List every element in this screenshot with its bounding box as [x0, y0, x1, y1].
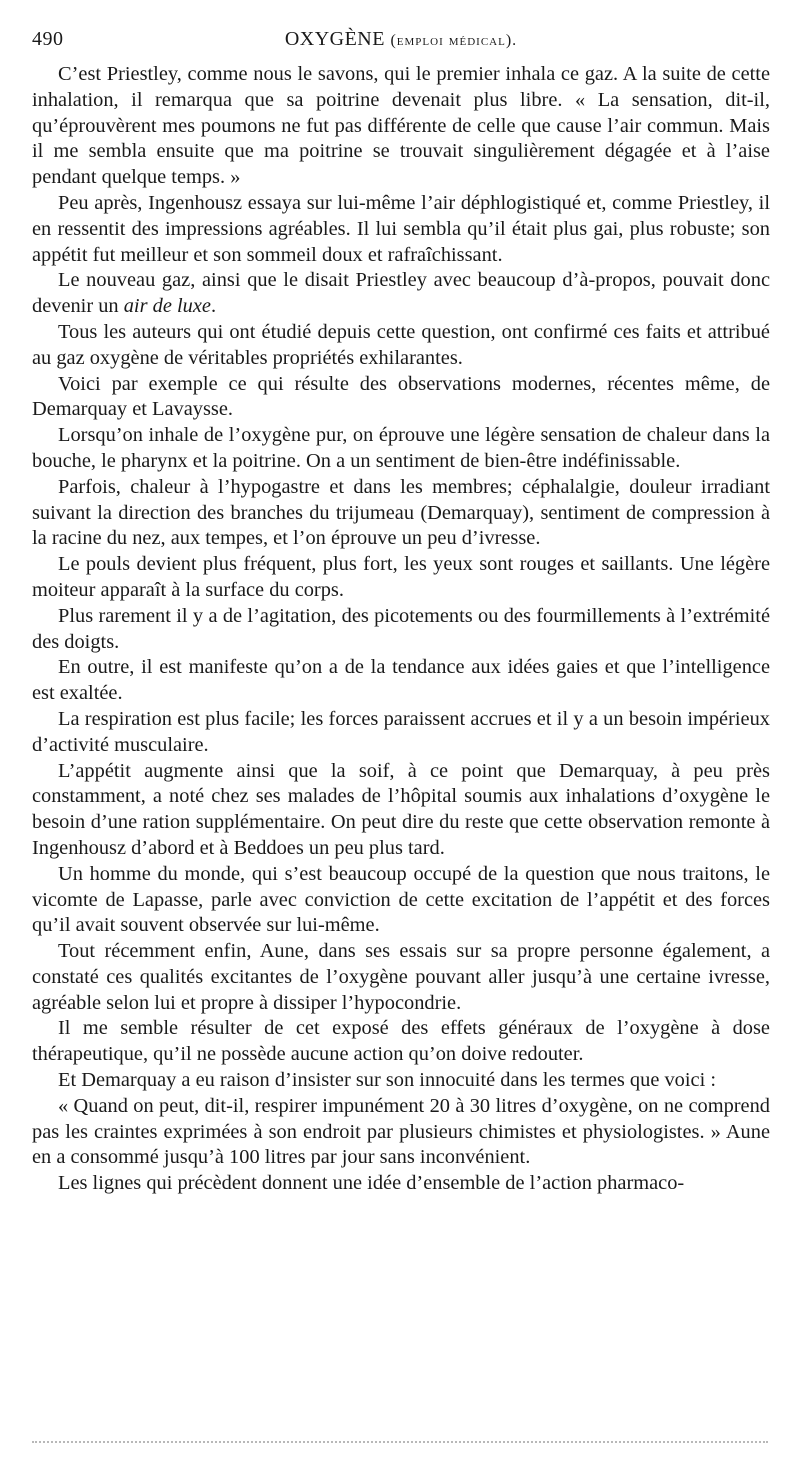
paragraph-priestley: C’est Priestley, comme nous le savons, qui le premier inhala ce gaz. A la suite de cette inhalation, il remarqua que sa poitrine devenait plus libre. « La sensation, dit-il, qu’éprouvèrent mes poumons ne fut pas différente de celle que cause l’air commun. Mais il me sembla ensuite que ma poitrine se trouvait singulièrement dégagée et à l’aise pendant quelque temps. »	[32, 63, 770, 189]
page-number: 490	[32, 28, 64, 50]
paragraph-observations: Voici par exemple ce qui résulte des observations modernes, récentes même, de Demarquay et Lavaysse.	[32, 372, 770, 421]
paragraph-air-de-luxe	[32, 268, 770, 320]
paragraph-auteurs: Tous les auteurs qui ont étudié depuis cette question, ont confirmé ces faits et attribué au gaz oxygène de véritables propriétés exhilarantes.	[32, 320, 770, 369]
paragraph-air-de-luxe-text: Le nouveau gaz, ainsi que le disait Priestley avec beaucoup d’à-propos, pouvait donc devenir un	[32, 269, 770, 318]
paragraph-demarquay: Et Demarquay a eu raison d’insister sur son innocuité dans les termes que voici :	[58, 1069, 716, 1092]
paragraph-citation: « Quand on peut, dit-il, respirer impunément 20 à 30 litres d’oxygène, on ne comprend pas les craintes exprimées à son endroit par plusieurs chimistes et physiologistes. » Aune en a consommé jusqu’à 100 litres par jour sans inconvénient.	[32, 1094, 770, 1169]
paragraph-intelligence: En outre, il est manifeste qu’on a de la tendance aux idées gaies et que l’intelligence est exaltée.	[32, 656, 770, 705]
paragraph-air-de-luxe-end: .	[210, 295, 217, 318]
page	[32, 28, 770, 1197]
paragraph-pouls: Le pouls devient plus fréquent, plus fort, les yeux sont rouges et saillants. Une légère moiteur apparaît à la surface du corps.	[32, 553, 770, 601]
paragraph-conclusion: Les lignes qui précèdent donnent une idée d’ensemble de l’action pharmaco-	[58, 1172, 685, 1195]
footer-rule	[32, 1441, 768, 1443]
paragraph-inhalation: Lorsqu’on inhale de l’oxygène pur, on éprouve une légère sensation de chaleur dans la bouche, le pharynx et la poitrine. On a un sentiment de bien-être indéfinissable.	[32, 424, 770, 472]
paragraph-agitation: Plus rarement il y a de l’agitation, des picotements ou des fourmillements à l’extrémité des doigts.	[32, 604, 770, 653]
paragraph-lapasse: Un homme du monde, qui s’est beaucoup occupé de la question que nous traitons, le vicomte de Lapasse, parle avec conviction de cette excitation de l’appétit et des forces qu’il avait souvent observée sur lui-même.	[32, 862, 770, 937]
paragraph-dose: Il me semble résulter de cet exposé des effets généraux de l’oxygène à dose thérapeutique, qu’il ne possède aucune action qu’on doive redouter.	[32, 1017, 770, 1066]
running-head	[32, 28, 770, 62]
paragraph-respiration: La respiration est plus facile; les forces paraissent accrues et il y a un besoin impérieux d’activité musculaire.	[32, 707, 770, 756]
paragraph-chaleur: Parfois, chaleur à l’hypogastre et dans les membres; céphalalgie, douleur irradiant suivant la direction des branches du trijumeau (Demarquay), sentiment de compression à la racine du nez, aux tempes, et l’on éprouve un peu d’ivresse.	[32, 475, 770, 550]
running-title-subtitle: (emploi médical).	[390, 32, 518, 49]
paragraph-appetit: L’appétit augmente ainsi que la soif, à ce point que Demarquay, à peu près constamment, a noté chez ses malades de l’hôpital soumis aux inhalations d’oxygène le besoin d’une ration supplémentaire. On peut dire du reste que cette observation remonte à Ingenhousz d’abord et à Beddoes un peu plus tard.	[32, 759, 770, 859]
running-title-main: OXYGÈNE	[284, 28, 385, 50]
paragraph-ingenhousz: Peu après, Ingenhousz essaya sur lui-même l’air déphlogistiqué et, comme Priestley, il en ressentit des impressions agréables. Il lui sembla qu’il était plus gai, plus robuste; son appétit fut meilleur et son sommeil doux et rafraîchissant.	[32, 191, 770, 266]
running-title	[32, 28, 770, 51]
paragraph-aune: Tout récemment enfin, Aune, dans ses essais sur sa propre personne également, a constaté ces qualités excitantes de l’oxygène pouvant aller jusqu’à une certaine ivresse, agréable selon lui et propre à dissiper l’hypocondrie.	[32, 940, 770, 1014]
body-text	[32, 62, 770, 1197]
emphasis-air-de-luxe: air de luxe	[123, 295, 211, 318]
